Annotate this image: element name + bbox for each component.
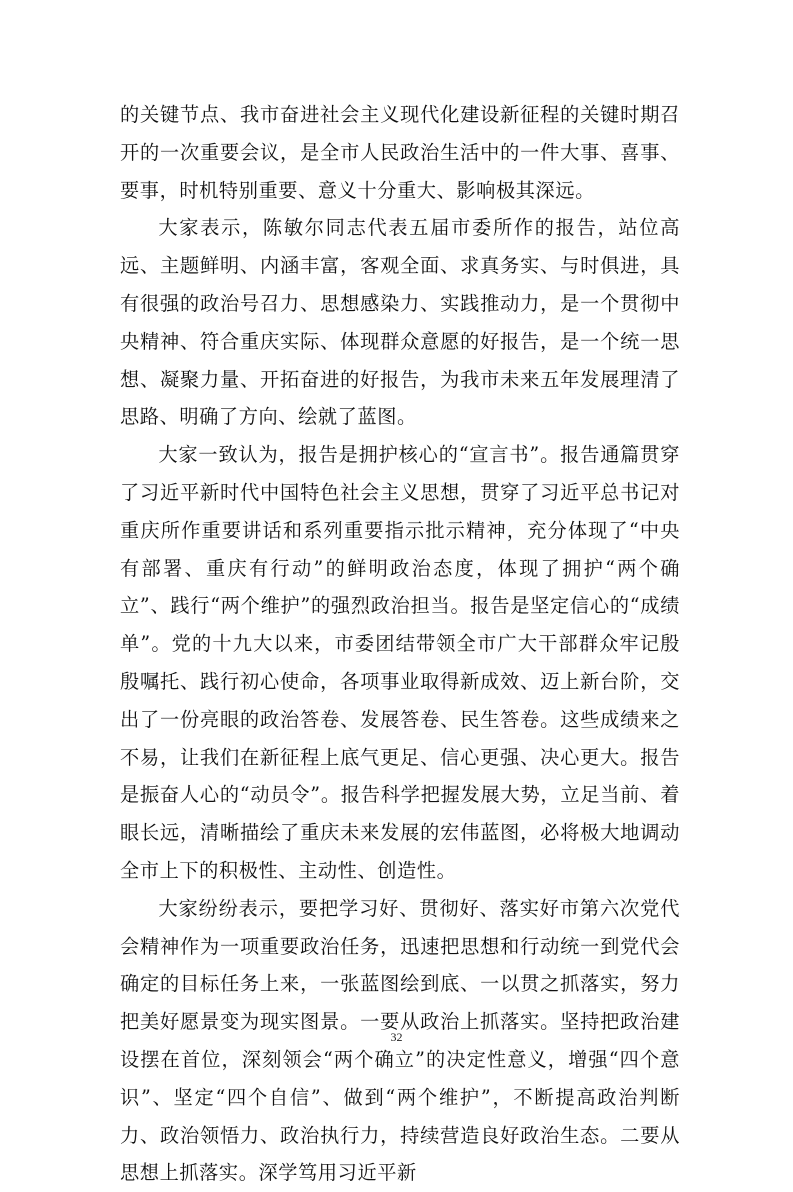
paragraph-4: 大家纷纷表示，要把学习好、贯彻好、落实好市第六次党代会精神作为一项重要政治任务，迅速把思想和行动统一到党代会确定的目标任务上来，一张蓝图绘到底、一以贯之抓落实，努力把美好愿景变为现实图景。一要从政治上抓落实。坚持把政治建设摆在首位，深刻领会“两个确立”的决定性意义，增强“四个意识”、坚定“四个自信”、做到“两个维护”，不断提高政治判断力、政治领悟力、政治执行力，持续营造良好政治生态。二要从思想上抓落实。深学笃用习近平新 <box>120 896 680 1185</box>
paragraph-2: 大家表示，陈敏尔同志代表五届市委所作的报告，站位高远、主题鲜明、内涵丰富，客观全面、求真务实、与时俱进，具有很强的政治号召力、思想感染力、实践推动力，是一个贯彻中央精神、符合重庆实际、体现群众意愿的好报告，是一个统一思想、凝聚力量、开拓奋进的好报告，为我市未来五年发展理清了思路、明确了方向、绘就了蓝图。 <box>120 216 680 429</box>
paragraph-3: 大家一致认为，报告是拥护核心的“宣言书”。报告通篇贯穿了习近平新时代中国特色社会主义思想，贯穿了习近平总书记对重庆所作重要讲话和系列重要指示批示精神，充分体现了“中央有部署、重庆有行动”的鲜明政治态度，体现了拥护“两个确立”、践行“两个维护”的强烈政治担当。报告是坚定信心的“成绩单”。党的十九大以来，市委团结带领全市广大干部群众牢记殷殷嘱托、践行初心使命，各项事业取得新成效、迈上新台阶，交出了一份亮眼的政治答卷、发展答卷、民生答卷。这些成绩来之不易，让我们在新征程上底气更足、信心更强、决心更大。报告是振奋人心的“动员令”。报告科学把握发展大势，立足当前、着眼长远，清晰描绘了重庆未来发展的宏伟蓝图，必将极大地调动全市上下的积极性、主动性、创造性。 <box>120 443 680 882</box>
body-text <box>120 96 680 1192</box>
paragraph-1: 的关键节点、我市奋进社会主义现代化建设新征程的关键时期召开的一次重要会议，是全市人民政治生活中的一件大事、喜事、要事，时机特别重要、意义十分重大、影响极其深远。 <box>120 103 680 202</box>
page-number: 32 <box>390 1030 403 1044</box>
